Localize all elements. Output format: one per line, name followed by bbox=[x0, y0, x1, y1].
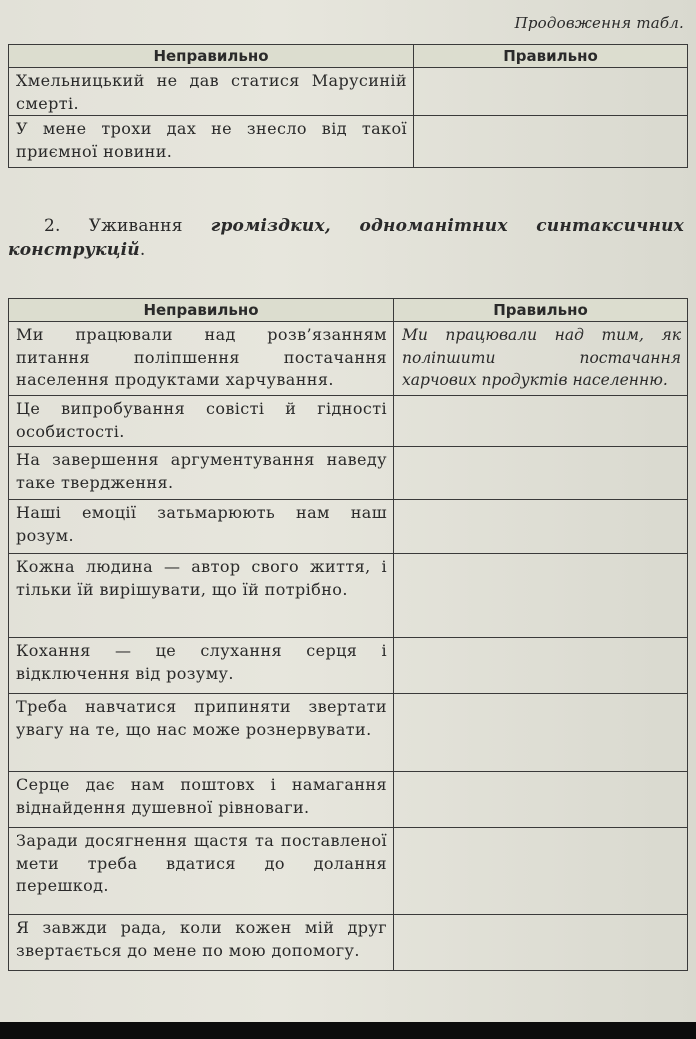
header-incorrect: Неправильно bbox=[9, 45, 414, 68]
table-row bbox=[9, 68, 688, 116]
correct-cell bbox=[414, 68, 688, 116]
incorrect-cell: Я завжди рада, коли кожен мій друг звертається до мене по мою допомогу. bbox=[9, 915, 394, 971]
incorrect-cell: Кохання — це слухання серця і відключення від розуму. bbox=[9, 638, 394, 694]
table-row bbox=[9, 396, 688, 447]
incorrect-cell: Треба навчатися припиняти звертати увагу на те, що нас може рознервувати. bbox=[9, 694, 394, 772]
incorrect-cell: Хмельницький не дав статися Марусиній смерті. bbox=[9, 68, 414, 116]
table-row bbox=[9, 915, 688, 971]
incorrect-cell: Серце дає нам поштовх і намагання віднайдення душевної рівноваги. bbox=[9, 772, 394, 828]
section-number: 2. bbox=[44, 216, 61, 236]
table-row bbox=[9, 500, 688, 554]
correct-cell bbox=[394, 915, 688, 971]
table-1 bbox=[8, 44, 688, 168]
correct-cell bbox=[394, 500, 688, 554]
correct-cell: Ми працювали над тим, як поліпшити постачання харчових продуктів населенню. bbox=[394, 322, 688, 396]
table-row bbox=[9, 116, 688, 168]
incorrect-cell: Наші емоції затьмарюють нам наш розум. bbox=[9, 500, 394, 554]
incorrect-cell: Ми працювали над розв’язанням питання поліпшення постачання населення продуктами харчування. bbox=[9, 322, 394, 396]
table-row bbox=[9, 447, 688, 500]
correct-cell bbox=[394, 772, 688, 828]
correct-cell bbox=[394, 828, 688, 915]
correct-cell bbox=[394, 396, 688, 447]
table-header-row bbox=[9, 45, 688, 68]
incorrect-cell: Заради досягнення щастя та поставленої мети треба вдатися до долання перешкод. bbox=[9, 828, 394, 915]
table-row bbox=[9, 828, 688, 915]
incorrect-cell: У мене трохи дах не знесло від такої приємної новини. bbox=[9, 116, 414, 168]
correct-cell bbox=[414, 116, 688, 168]
incorrect-cell: Кожна людина — автор свого життя, і тільки їй вирішувати, що їй потрібно. bbox=[9, 554, 394, 638]
table-row bbox=[9, 772, 688, 828]
section-lead: Уживання bbox=[88, 216, 183, 236]
section-emphasis: громіздких, одноманітних синтаксичних конструкцій bbox=[8, 216, 684, 260]
bottom-shadow bbox=[0, 1022, 696, 1039]
correct-cell bbox=[394, 554, 688, 638]
table-row bbox=[9, 638, 688, 694]
continuation-label: Продовження табл. bbox=[514, 14, 684, 32]
table-row bbox=[9, 694, 688, 772]
section-heading bbox=[8, 214, 684, 262]
correct-cell bbox=[394, 447, 688, 500]
incorrect-cell: Це випробування совісті й гідності особистості. bbox=[9, 396, 394, 447]
incorrect-cell: На завершення аргументування наведу таке твердження. bbox=[9, 447, 394, 500]
correct-cell bbox=[394, 694, 688, 772]
correct-cell bbox=[394, 638, 688, 694]
table-row bbox=[9, 322, 688, 396]
header-correct: Правильно bbox=[394, 299, 688, 322]
table-2 bbox=[8, 298, 688, 971]
table-row bbox=[9, 554, 688, 638]
header-incorrect: Неправильно bbox=[9, 299, 394, 322]
header-correct: Правильно bbox=[414, 45, 688, 68]
section-end: . bbox=[139, 240, 146, 260]
table-header-row bbox=[9, 299, 688, 322]
